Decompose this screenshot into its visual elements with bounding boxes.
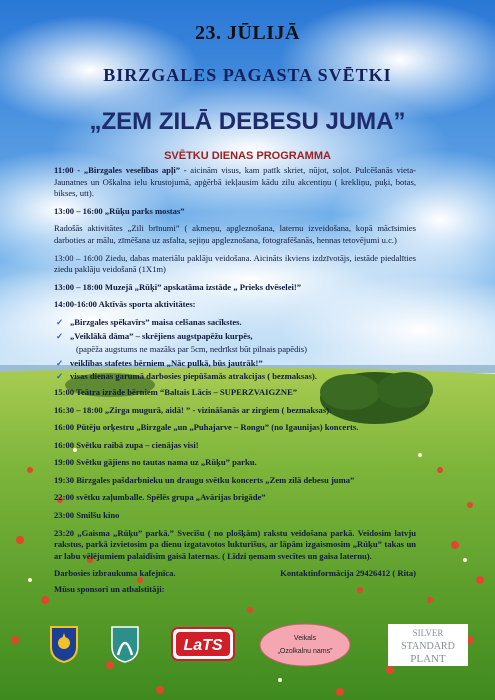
program-item-run-time: 11:00 - (54, 165, 81, 175)
check-icon: ✓ (56, 316, 64, 327)
program-item-sports: 14:00-16:00 Aktīvās sporta aktivitātes: (54, 299, 196, 310)
check-icon: ✓ (56, 357, 64, 368)
program-content (54, 165, 416, 602)
list-item: ✓ „Birzgales spēkavīrs” maisa celšanas sacīkstes. (56, 316, 242, 327)
program-item-orchestra: 16:00 Pūtēju orķestru „Birzgale „un „Puhajarve – Rongu” (no Igaunijas) koncerts. (54, 422, 359, 433)
silver-logo-line2: STANDARD (401, 641, 455, 652)
coat-of-arms-2-icon (110, 625, 140, 663)
lats-logo-text: LaTS (183, 637, 223, 654)
silver-logo-line3: PLANT (410, 653, 446, 665)
coat-of-arms-1-icon (49, 625, 79, 663)
shop-logo (258, 622, 352, 668)
sponsors-heading: Mūsu sponsori un atbalstītāji: (54, 584, 165, 595)
program-item-horses: 16:30 – 18:00 „Zirga mugurā, aidā! ” - vizināšanās ar zirgiem ( bezmaksas). (54, 404, 332, 415)
program-item-dwarf-park: 13:00 – 16:00 „Rūķu parks mostas” (54, 205, 185, 216)
shop-logo-line2: „Ozolkalnu nams” (277, 648, 333, 655)
program-item-run (54, 165, 416, 200)
lats-logo (170, 626, 236, 662)
program-item-museum: 13:00 – 18:00 Muzejā „Rūķi” apskatāma izstāde „ Prieks dvēselei!” (54, 281, 302, 292)
check-icon: ✓ (56, 330, 64, 341)
shop-logo-line1: Veikals (293, 635, 317, 642)
program-item-lights: 23:20 „Gaisma „Rūķu” parkā.” Svecīšu ( no plošķām) rakstu veidošana parkā. Veidosim latvju rakstus, parkā izvietosim pa dienu izgatavotos lukturīšus, ar lāpām izgaismosim „Rūķu” takas un ar labu vēlējumiem palaidīsim gaisā laternas. ( Līdzi ņemam svecītes un gaisa laternu). (54, 527, 416, 561)
program-item-carpets: 13:00 – 16:00 Ziedu, dabas materiālu paklāju veidošana. Aicināts ikviens izdzīvotājs, iestāde piedalīties ziedu paklāju veidošanā (1X1m) (54, 252, 416, 275)
program-item-concert: 19:30 Birzgales pašdarbnieku un draugu svētku koncerts „Zem zilā debesu juma” (54, 474, 355, 485)
contact-info: Kontaktinformācija 29426412 ( Rita) (280, 568, 416, 579)
check-icon: ✓ (56, 371, 64, 382)
silver-logo-line1: SILVER (412, 628, 444, 638)
program-subtitle: SVĒTKU DIENAS PROGRAMMA (164, 150, 331, 162)
event-title: BIRZGALES PAGASTA SVĒTKI (103, 65, 392, 85)
sports-list (54, 317, 416, 383)
program-item-creative: Radošās aktivitātes „Zili brīnumi” ( akmeņu, apgleznošana, laternu izveidošana, kopā mācīsimies darboties ar mālu, zīmēšana uz asfalta, sejiņu apgleznošana, fotografēšanās, hennas tetovējumi u.c.) (54, 223, 416, 245)
program-item-theatre: 15:00 Teātra izrāde bērniem “Baltais Lācis – SUPERZVAIGZNE” (54, 386, 298, 397)
event-motto: „ZEM ZILĀ DEBESU JUMA” (89, 108, 406, 135)
sponsors-bar (0, 620, 495, 700)
program-item-soup: 16:00 Svētku raibā zupa – cienājas visi! (54, 439, 199, 450)
program-item-ball: 22:00 svētku zaļumballe. Spēlēs grupa „Avārijas brigāde” (54, 492, 266, 503)
program-item-run-text: aicinām visus, kam patīk skriet, nūjot, soļot. Pulcēšanās vieta- Jaunatnes un Oškalna ielu krustojumā, apģērbā iekļausim kādu zilu akcentiņu ( krekliņu, puķi, botas, bikses, utt). (54, 165, 417, 199)
list-item: ✓ veiklības stafetes bērniem „Nāc pulkā, būs jautrāk!” (56, 357, 263, 368)
event-date: 23. JŪLIJĀ (194, 22, 300, 44)
program-item-run-title: „Birzgales veselības apļi” - (83, 165, 187, 175)
silver-standard-plant-logo (388, 624, 468, 666)
sports-note: (papēža augstums ne mazāks par 5cm, nedrīkst būt pilnais papēdis) (76, 344, 308, 355)
list-item: ✓ visas dienas garumā darbosies piepūšamās atrakcijas ( bezmaksas). (56, 371, 317, 382)
program-item-parade: 19:00 Svētku gājiens no tautas nama uz „Rūķu” parku. (54, 457, 257, 468)
cafe-note: Darbosies izbraukuma kafejnīca. (54, 568, 176, 579)
cafe-contact-row (54, 568, 416, 580)
list-item: ✓ „Veiklākā dāma” – skrējiens augstpapēžu kurpēs, (56, 330, 253, 341)
program-item-sand-cinema: 23:00 Smilšu kino (54, 510, 120, 521)
